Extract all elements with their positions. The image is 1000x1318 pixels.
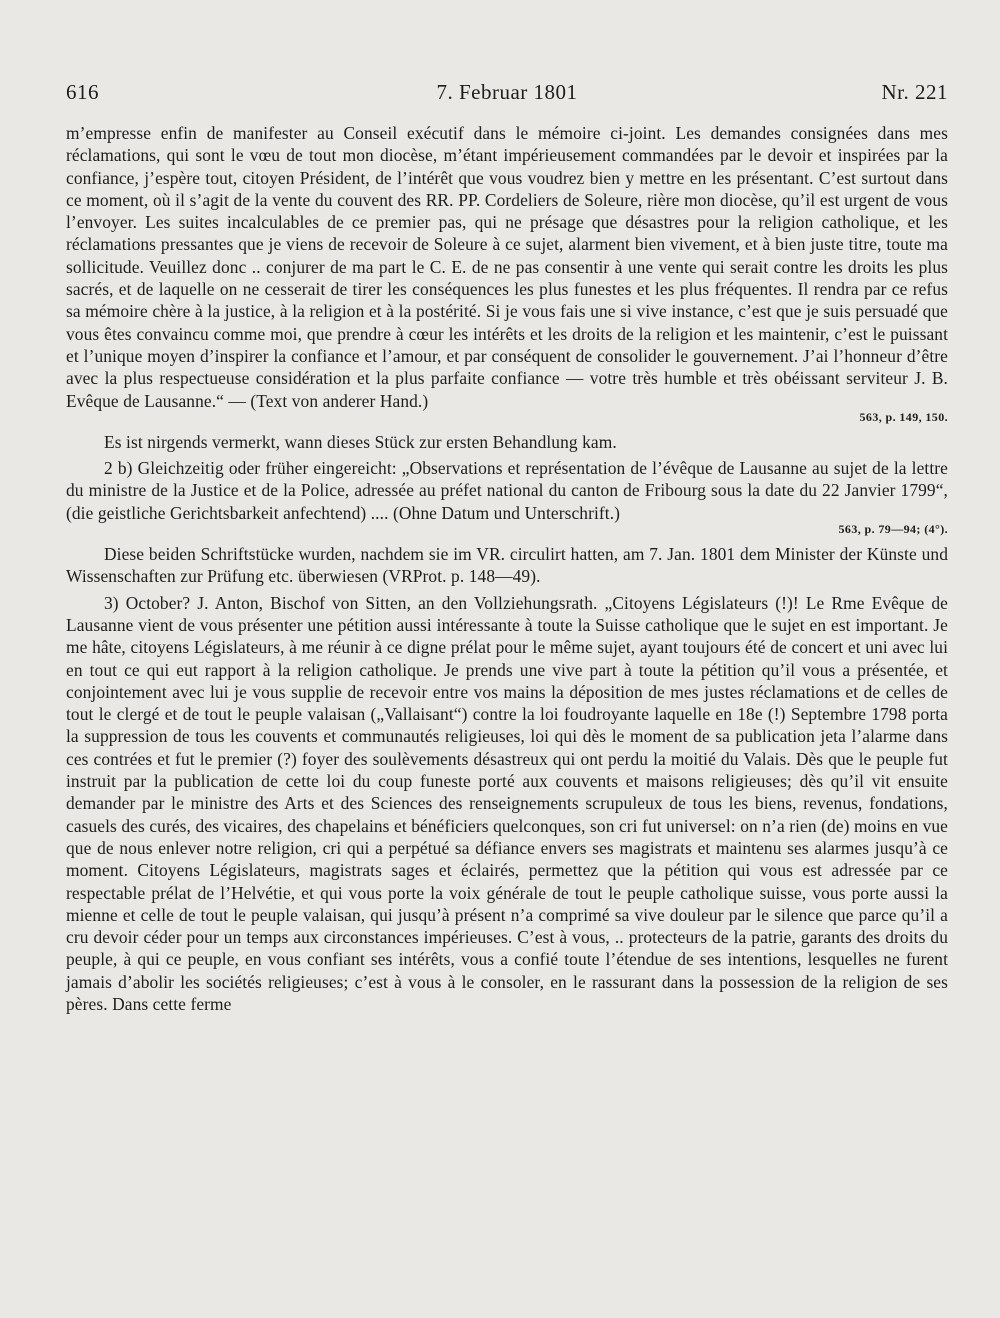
source-reference-2: 563, p. 79—94; (4°). — [838, 522, 948, 537]
source-reference-1: 563, p. 149, 150. — [859, 409, 948, 424]
header-date: 7. Februar 1801 — [436, 80, 578, 104]
document-number: Nr. 221 — [881, 80, 948, 104]
note-paragraph: Es ist nirgends vermerkt, wann dieses Stück zur ersten Behandlung kam. — [104, 431, 617, 452]
circulation-paragraph: Diese beiden Schriftstücke wurden, nachdem sie im VR. circulirt hatten, am 7. Jan. 1801 dem Minister der Künste und Wissenschaften zur Prüfung etc. überwiesen (VRProt. p. 148—49). — [66, 544, 948, 587]
running-header — [66, 80, 948, 110]
page-number: 616 — [66, 80, 99, 104]
page-body — [66, 122, 948, 1015]
letter-text-paragraph: m’empresse enfin de manifester au Conseil exécutif dans le mémoire ci-joint. Les demandes consignées dans mes réclamations, qui sont le vœu de tout mon diocèse, m’étant impérieusement commandées par le devoir et inspirées par la confiance, j’espère tout, citoyen Président, de l’intérêt que vous voudrez bien y mettre en les présentant. C’est surtout dans ce moment, où il s’agit de la vente du couvent des RR. PP. Cordeliers de Soleure, rière mon diocèse, qu’il est urgent de vous l’envoyer. Les suites incalculables de ce premier pas, qui ne présage que désastres pour la religion catholique, et les réclamations pressantes que je viens de recevoir de Soleure à ce sujet, alarment bien vivement, et à bien juste titre, toute ma sollicitude. Veuillez donc .. conjurer de ma part le C. E. de ne pas consentir à une vente qui serait contre les droits les plus sacrés, et de laquelle on ne cesserait de tirer les conséquences les plus funestes et les plus fréquentes. Il rendra par ce refus sa mémoire chère à la justice, à la religion et à la postérité. Si je vous fais une si vive instance, c’est que je suis persuadé que vous êtes convaincu comme moi, que prendre à cœur les intérêts et les droits de la religion et les maintenir, c’est le puissant et l’unique moyen d’inspirer la confiance et l’amour, et par conséquent de consolider le gouvernement. J’ai l’honneur d’être avec la plus respectueuse considération et la plus parfaite confiance — votre très humble et très obéissant serviteur J. B. Evêque de Lausanne.“ — (Text von anderer Hand.) — [66, 123, 948, 411]
item-2b-paragraph: 2 b) Gleichzeitig oder früher eingereicht: „Observations et représentation de l’évêque de Lausanne au sujet de la lettre du ministre de la Justice et de la Police, adressée au préfet national du canton de Fribourg sous la date du 22 Janvier 1799“, (die geistliche Gerichtsbarkeit anfechtend) .... (Ohne Datum und Unterschrift.) — [66, 458, 948, 523]
item-3-paragraph: 3) October? J. Anton, Bischof von Sitten, an den Vollziehungsrath. „Citoyens Législateurs (!)! Le Rme Evêque de Lausanne vient de vous présenter une pétition aussi intéressante à toute la Suisse catholique que le sujet en est important. Je me hâte, citoyens Législateurs, à me réunir à ce digne prélat pour le même sujet, ayant toujours été de concert et uni avec lui en tout ce qui eut rapport à la religion catholique. Je prends une vive part à toute la pétition qu’il vous a présentée, et conjointement avec lui je vous supplie de recevoir entre vos mains la déposition de mes justes réclamations et de celles de tout le clergé et de tout le peuple valaisan („Vallaisant“) contre la loi foudroyante laquelle en 18e (!) Septembre 1798 porta la suppression de tous les couvents et communautés religieuses, loi qui dès le moment de sa publication jeta l’alarme dans ces contrées et fut le premier (?) foyer des soulèvements désastreux qui ont perdu la moitié du Valais. Dès que le peuple fut instruit par la publication de cette loi du coup funeste porté aux couvents et maisons religieuses; dès qu’il vit ensuite demander par le ministre des Arts et des Sciences des renseignements scrupuleux de tous les biens, revenus, fondations, casuels des curés, des vicaires, des chapelains et bénéficiers quelconques, son cri fut universel: on n’a rien (de) moins en vue que de nous enlever notre religion, cri qui a perpétué sa défiance envers ses magistrats et maintenu ses alarmes jusqu’à ce moment. Citoyens Législateurs, magistrats sages et éclairés, permettez que la pétition qui vous est adressée par ce respectable prélat de l’Helvétie, et qui vous porte la voix générale de tout le peuple catholique suisse, vous porte aussi la mienne et celle de tout le peuple valaisan, qui jusqu’à présent n’a comprimé sa vive douleur par le silence que parce qu’il a cru devoir céder pour un temps aux circonstances impérieuses. C’est à vous, .. protecteurs de la patrie, garants des droits du peuple, à qui ce peuple, en vous confiant ses intérêts, vous a confié toute l’étendue de ses intentions, lesquelles ne furent jamais d’abolir les sociétés religieuses; c’est à vous à le consoler, en le rassurant dans la possession de la religion de ses pères. Dans cette ferme — [66, 592, 948, 1014]
